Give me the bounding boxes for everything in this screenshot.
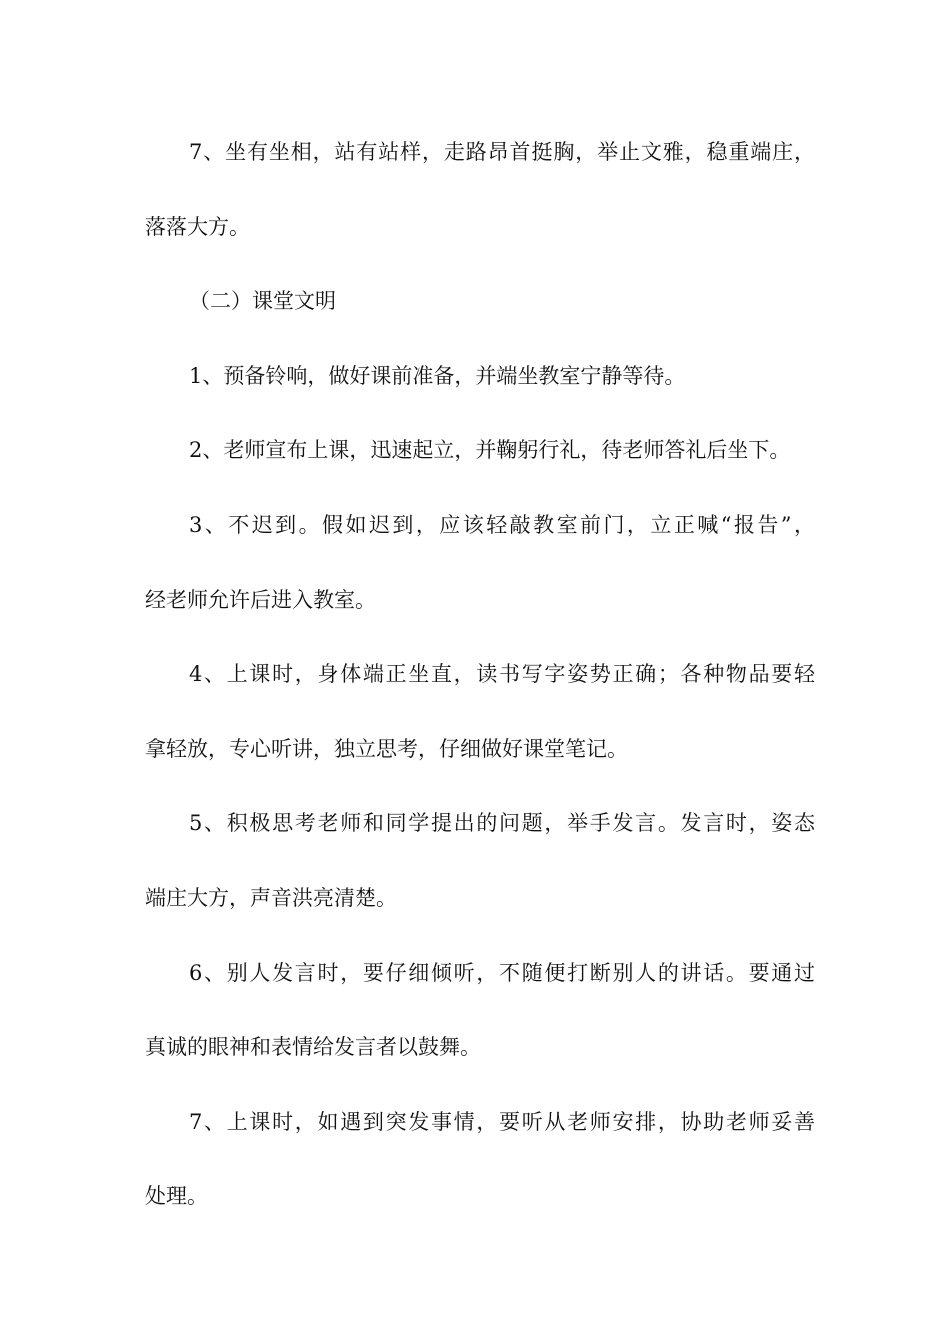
section-heading: （二）课堂文明 <box>189 289 336 314</box>
paragraph-line: 经老师允许后进入教室。 <box>145 587 376 612</box>
document-body <box>145 122 815 1241</box>
paragraph-line: 端庄大方，声音洪亮清楚。 <box>145 885 397 910</box>
paragraph-line: 落落大方。 <box>145 214 250 239</box>
paragraph-line: 处理。 <box>145 1184 208 1209</box>
paragraph-line: 4、上课时，身体端正坐直，读书写字姿势正确；各种物品要轻 <box>189 662 815 687</box>
paragraph-line: 7、坐有坐相，站有站样，走路昂首挺胸，举止文雅，稳重端庄， <box>189 140 815 164</box>
paragraph-line: 拿轻放，专心听讲，独立思考，仔细做好课堂笔记。 <box>145 736 628 761</box>
paragraph-line: 6、别人发言时，要仔细倾听，不随便打断别人的讲话。要通过 <box>189 960 815 985</box>
paragraph-line: 7、上课时，如遇到突发事情，要听从老师安排，协助老师妥善 <box>189 1109 815 1134</box>
paragraph-line: 5、积极思考老师和同学提出的问题，举手发言。发言时，姿态 <box>189 811 815 836</box>
paragraph-line: 真诚的眼神和表情给发言者以鼓舞。 <box>145 1035 481 1060</box>
paragraph-line: 3、不迟到。假如迟到，应该轻敲教室前门，立正喊“报告”， <box>189 512 815 537</box>
paragraph-line: 1、预备铃响，做好课前准备，并端坐教室宁静等待。 <box>189 363 686 388</box>
paragraph-line: 2、老师宣布上课，迅速起立，并鞠躬行礼，待老师答礼后坐下。 <box>189 438 791 463</box>
